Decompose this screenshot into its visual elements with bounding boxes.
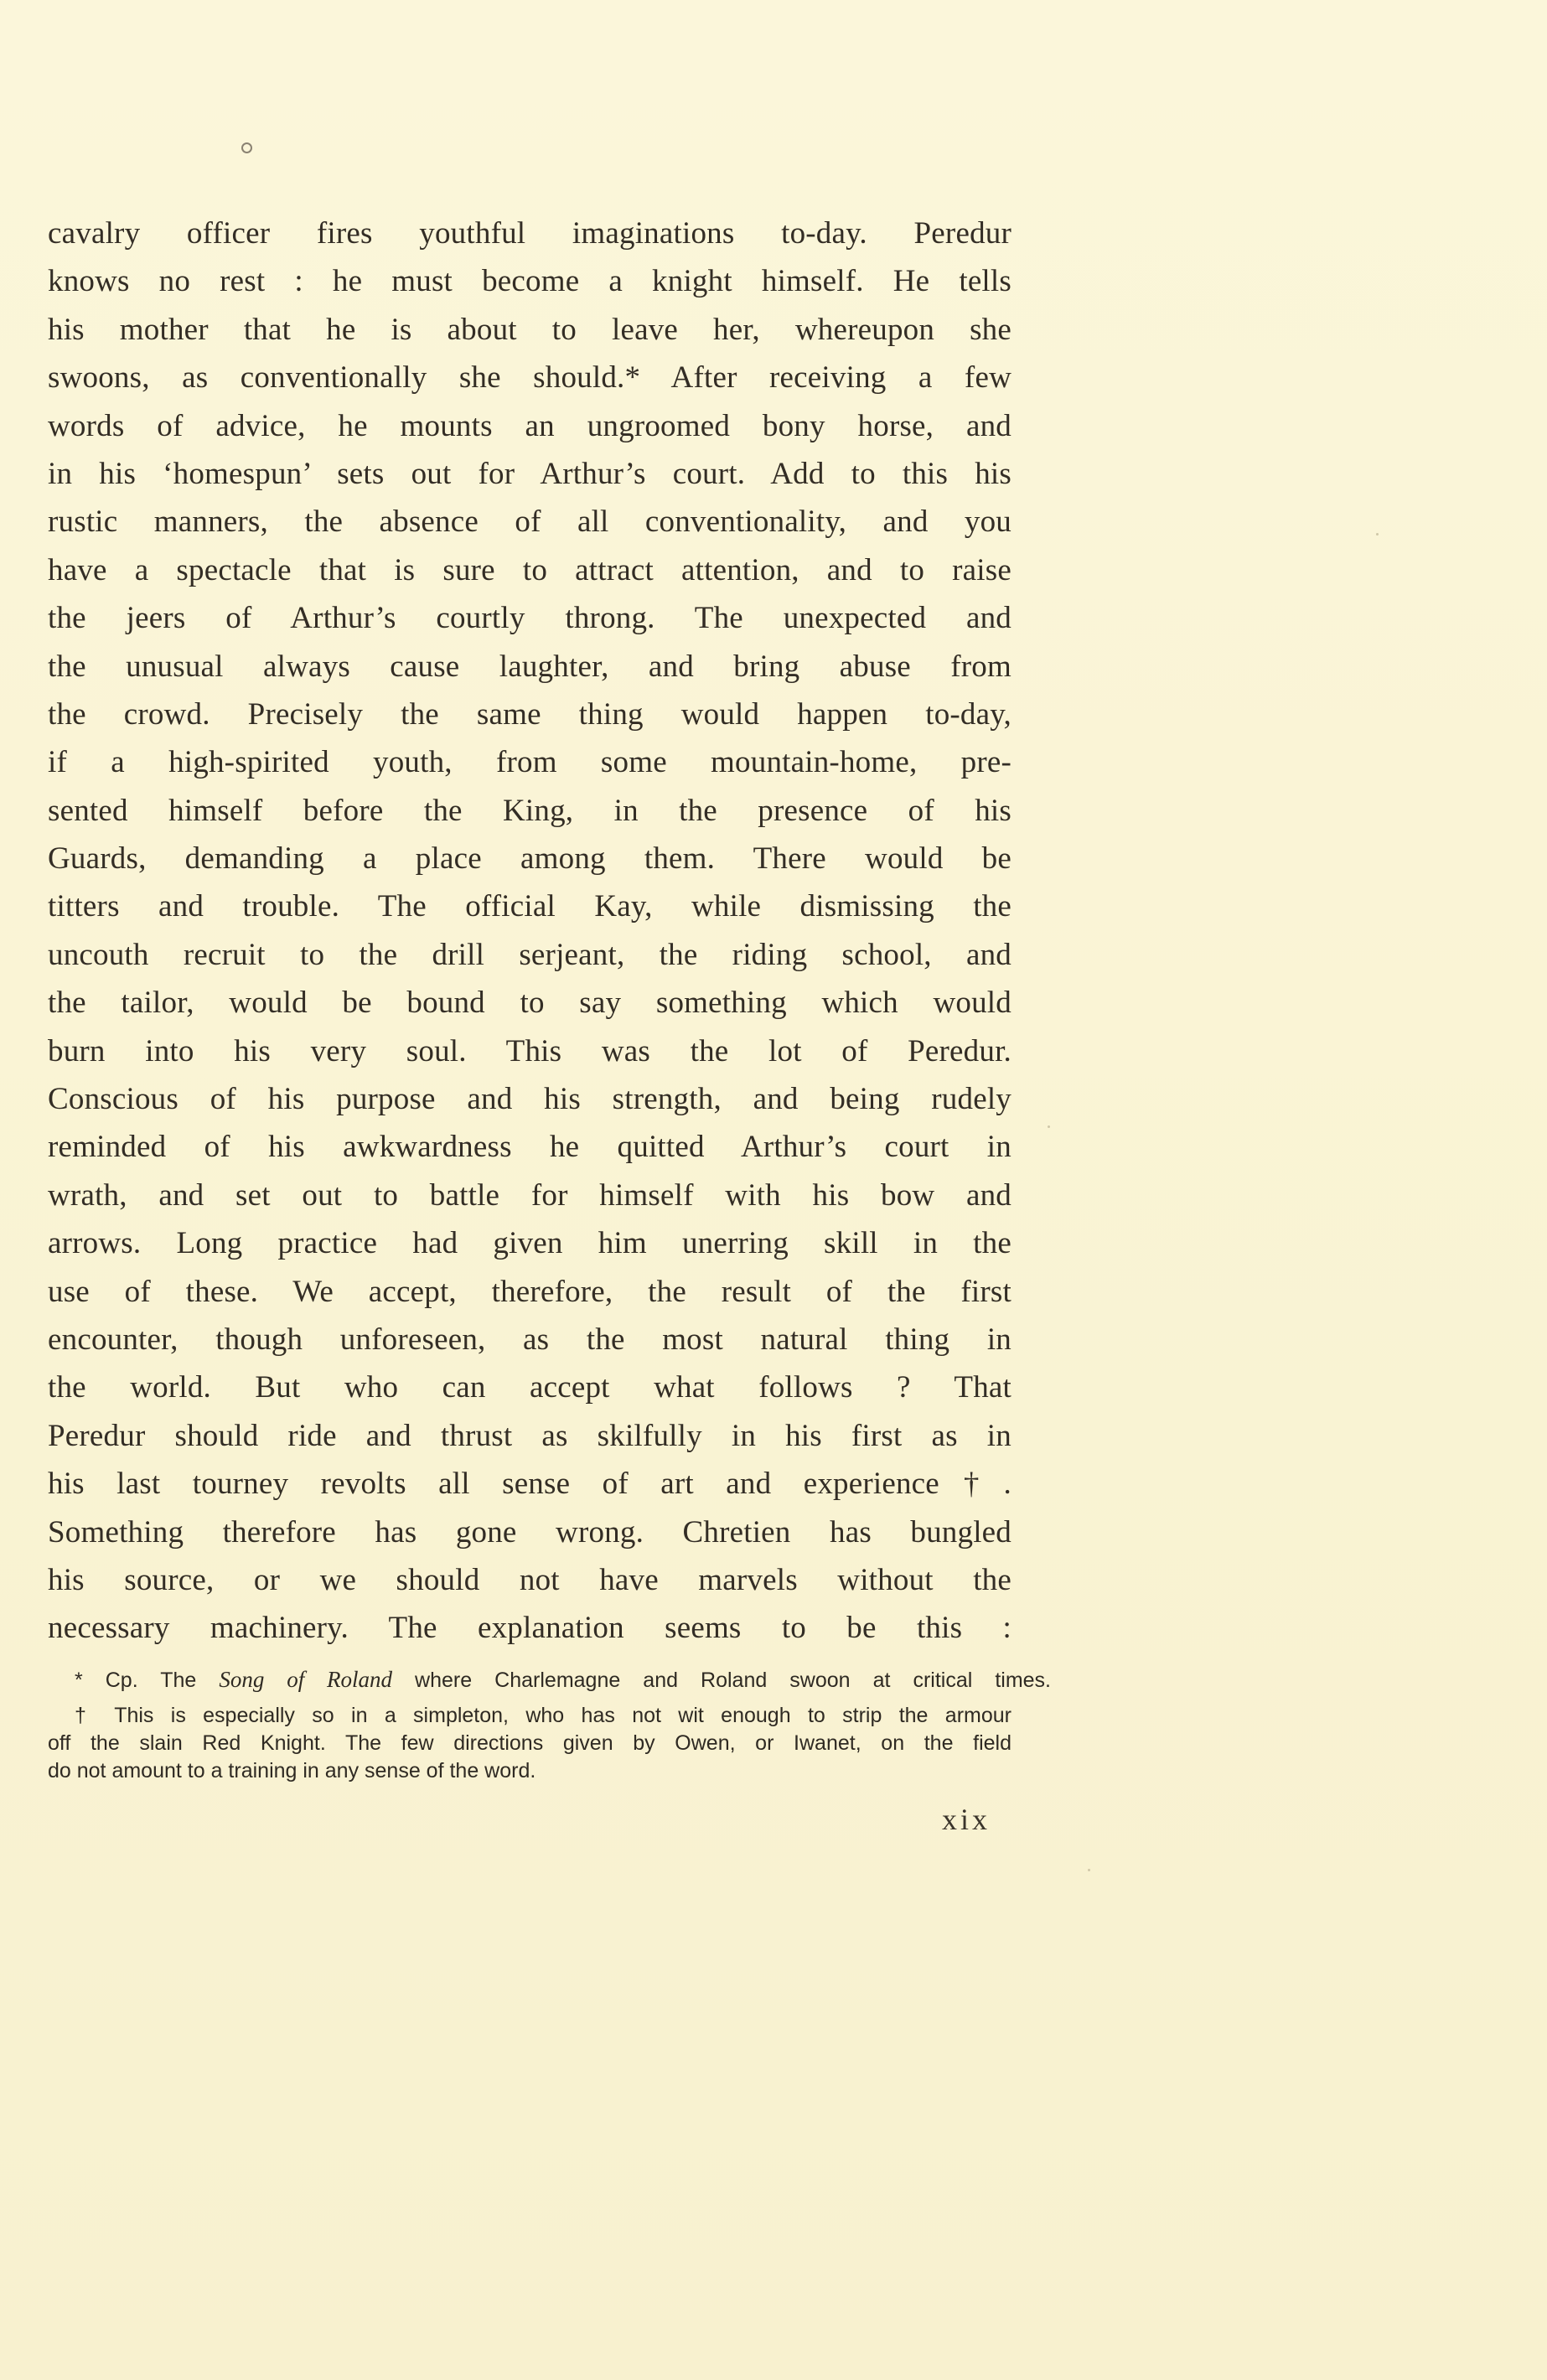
text-line: his mother that he is about to leave her, whereupon she [48, 312, 1012, 347]
text-line: the world. But who can accept what follows ? That [48, 1370, 1012, 1405]
text-line: Conscious of his purpose and his strength, and being rudely [48, 1082, 1012, 1117]
paper-speck [1088, 1869, 1090, 1871]
text-line: the crowd. Precisely the same thing would happen to-day, [48, 696, 1012, 732]
footnote-1 [48, 1666, 1051, 1694]
text-line: reminded of his awkwardness he quitted Arthur’s court in [48, 1130, 1012, 1165]
text-line: words of advice, he mounts an ungroomed bony horse, and [48, 408, 1012, 443]
text-line: knows no rest : he must become a knight himself. He tells [48, 264, 1012, 299]
footnotes [48, 1666, 1051, 1785]
footnote-2-line: † This is especially so in a simpleton, who has not wit enough to strip the armour [75, 1704, 1012, 1727]
text-line: Peredur should ride and thrust as skilfully in his first as in [48, 1418, 1012, 1453]
footnote-2-line: off the slain Red Knight. The few directions given by Owen, or Iwanet, on the field [48, 1731, 1012, 1755]
text-line: the tailor, would be bound to say something which would [48, 986, 1012, 1021]
text-line: necessary machinery. The explanation seems to be this : [48, 1611, 1012, 1646]
footnote-1-title: Song of Roland [219, 1667, 393, 1692]
paper-speck [1048, 1125, 1050, 1128]
page-number: xix [942, 1803, 991, 1836]
text-line: in his ‘homespun’ sets out for Arthur’s court. Add to this his [48, 456, 1012, 491]
text-line: have a spectacle that is sure to attract attention, and to raise [48, 552, 1012, 587]
text-line: cavalry officer fires youthful imaginations to-day. Peredur [48, 216, 1012, 251]
text-line: titters and trouble. The official Kay, while dismissing the [48, 889, 1012, 924]
text-line: rustic manners, the absence of all conventionality, and you [48, 504, 1012, 540]
footnote-2-line: do not amount to a training in any sense of the word. [48, 1759, 536, 1782]
text-line: if a high-spirited youth, from some mountain-home, pre- [48, 745, 1012, 780]
text-line: Guards, demanding a place among them. There would be [48, 841, 1012, 877]
text-line: swoons, as conventionally she should.* After receiving a few [48, 360, 1012, 396]
main-text-block [48, 210, 1012, 1653]
footnote-1-prefix: * Cp. The [75, 1669, 220, 1692]
text-line: Something therefore has gone wrong. Chretien has bungled [48, 1514, 1012, 1550]
text-line: the unusual always cause laughter, and bring abuse from [48, 649, 1012, 684]
text-line: sented himself before the King, in the presence of his [48, 793, 1012, 828]
text-line: use of these. We accept, therefore, the result of the first [48, 1274, 1012, 1309]
footnote-1-suffix: where Charlemagne and Roland swoon at critical times. [392, 1669, 1051, 1692]
text-line: wrath, and set out to battle for himself with his bow and [48, 1177, 1012, 1213]
text-line: the jeers of Arthur’s courtly throng. The unexpected and [48, 601, 1012, 636]
paper-speck [1376, 533, 1379, 536]
text-line: burn into his very soul. This was the lot of Peredur. [48, 1033, 1012, 1068]
text-line: encounter, though unforeseen, as the most natural thing in [48, 1322, 1012, 1357]
printer-mark-icon [241, 142, 252, 153]
text-line: arrows. Long practice had given him unerring skill in the [48, 1226, 1012, 1261]
text-line: uncouth recruit to the drill serjeant, the riding school, and [48, 937, 1012, 972]
text-line: his last tourney revolts all sense of art and experience†. [48, 1467, 1012, 1502]
text-line: his source, or we should not have marvels without the [48, 1562, 1012, 1597]
